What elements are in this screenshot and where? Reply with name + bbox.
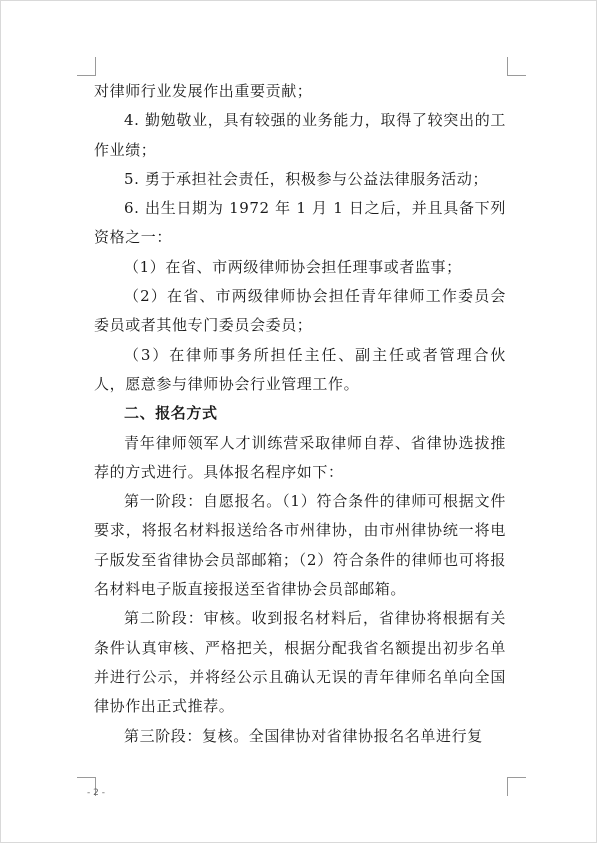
paragraph-subitem-2: （2）在省、市两级律师协会担任青年律师工作委员会委员或者其他专门委员会委员； bbox=[94, 287, 506, 335]
crop-mark-bottom-right bbox=[507, 777, 526, 796]
paragraph-item-6: 6. 出生日期为 1972 年 1 月 1 日之后，并且具备下列资格之一： bbox=[94, 199, 506, 247]
paragraph-continuation: 对律师行业发展作出重要贡献； bbox=[94, 82, 313, 100]
crop-mark-top-right bbox=[507, 57, 526, 76]
paragraph-item-4: 4. 勤勉敬业，具有较强的业务能力，取得了较突出的工作业绩； bbox=[94, 111, 506, 159]
section-heading-registration: 二、报名方式 bbox=[124, 404, 218, 423]
paragraph-item-5: 5. 勇于承担社会责任，积极参与公益法律服务活动； bbox=[124, 169, 489, 188]
paragraph-subitem-3: （3）在律师事务所担任主任、副主任或者管理合伙人，愿意参与律师协会行业管理工作。 bbox=[94, 345, 506, 393]
crop-mark-top-left bbox=[77, 57, 96, 76]
page-number: - 2 - bbox=[87, 788, 105, 798]
paragraph-subitem-1: （1）在省、市两级律师协会担任理事或者监事； bbox=[124, 257, 462, 276]
paragraph-stage-3: 第三阶段：复核。全国律协对省律协报名名单进行复 bbox=[124, 726, 483, 745]
document-body bbox=[94, 77, 506, 751]
paragraph-registration-intro: 青年律师领军人才训练营采取律师自荐、省律协选拔推荐的方式进行。具体报名程序如下： bbox=[94, 433, 506, 481]
paragraph-stage-1: 第一阶段：自愿报名。（1）符合条件的律师可根据文件要求，将报名材料报送给各市州律协，由市州律协统一将电子版发至省律协会员部邮箱；（2）符合条件的律师也可将报名材料电子版直接报送至省律协会员部邮箱。 bbox=[94, 492, 506, 599]
paragraph-stage-2: 第二阶段：审核。收到报名材料后，省律协将根据有关条件认真审核、严格把关，根据分配我省名额提出初步名单并进行公示，并将经公示且确认无误的青年律师名单向全国律协作出正式推荐。 bbox=[94, 609, 506, 716]
